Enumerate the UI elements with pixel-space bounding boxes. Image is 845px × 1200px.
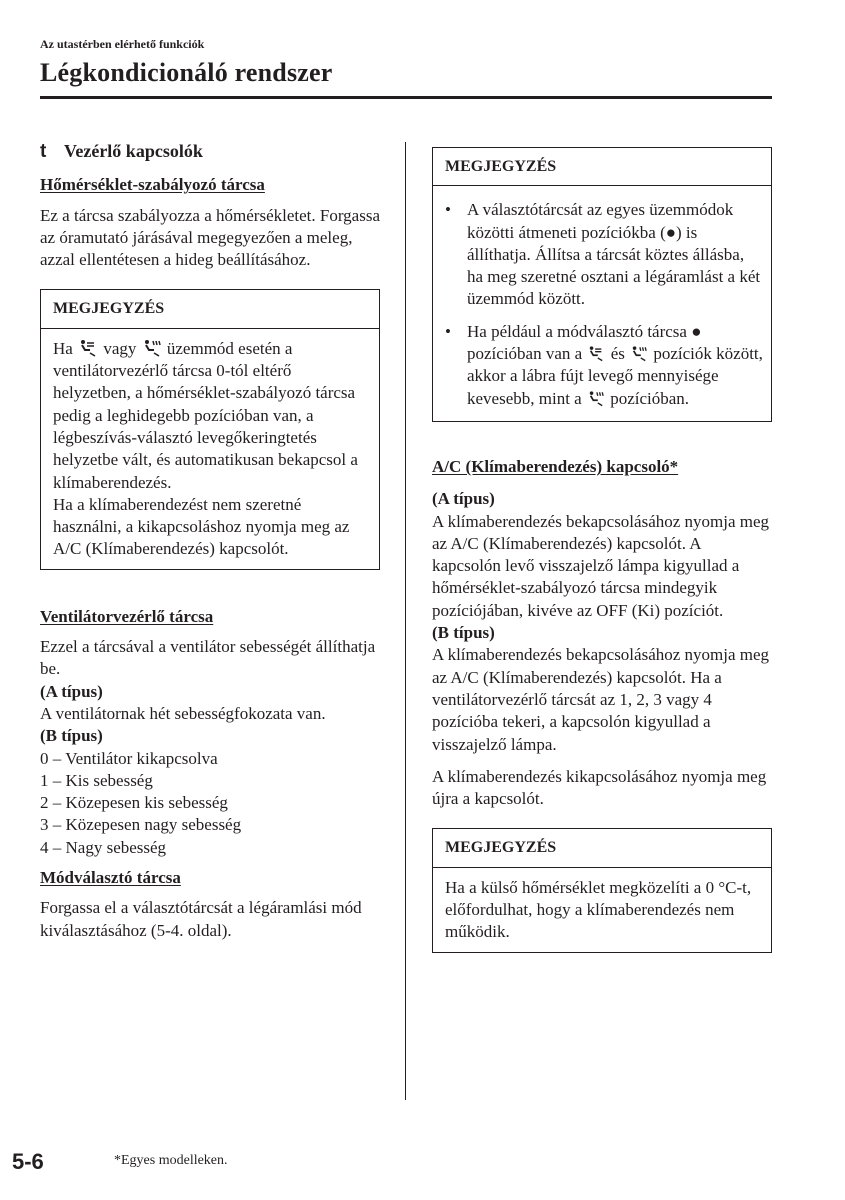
note-body: Ha a külső hőmérséklet megközelíti a 0 °C-t, előfordulhat, hogy a klímaberendezés nem működik. bbox=[445, 877, 752, 942]
mode-dial-heading: Módválasztó tárcsa bbox=[40, 868, 181, 888]
page-title: Légkondicionáló rendszer bbox=[40, 58, 333, 87]
note-list-item bbox=[433, 321, 771, 410]
bullet-icon: • bbox=[445, 200, 451, 220]
left-column bbox=[40, 140, 380, 952]
section-label: Az utastérben elérhető funkciók bbox=[40, 37, 205, 51]
note-title: MEGJEGYZÉS bbox=[41, 290, 379, 328]
note-box-2 bbox=[432, 147, 772, 422]
temp-dial-heading: Hőmérséklet-szabályozó tárcsa bbox=[40, 175, 265, 195]
note-title: MEGJEGYZÉS bbox=[433, 829, 771, 867]
page-number: 5-6 bbox=[12, 1149, 44, 1174]
note-title: MEGJEGYZÉS bbox=[433, 148, 771, 186]
note-body bbox=[433, 186, 771, 421]
type-b-label: (B típus) bbox=[432, 623, 495, 643]
fan-level-item: 2 – Közepesen kis sebesség bbox=[40, 793, 228, 813]
bullet-icon: • bbox=[445, 321, 451, 341]
ac-off-text: A klímaberendezés kikapcsolásához nyomja meg újra a kapcsolót. bbox=[432, 766, 767, 809]
ac-type-b-text: A klímaberendezés bekapcsolásához nyomja meg az A/C (Klímaberendezés) kapcsolót. Ha a ventilátorvezérlő tárcsát az 1, 2, 3 vagy 4 pozícióba tekeri, a kapcsolón kigyullad a visszajelző lámpa. bbox=[432, 645, 770, 754]
ac-type-a-text: A klímaberendezés bekapcsolásához nyomja meg az A/C (Klímaberendezés) kapcsolót. A kapcsolón levő visszajelző lámpa kigyullad a hőmérséklet-szabályozó tárcsa mindegyik pozíciójában, kivéve az OFF (Ki) pozíciót. bbox=[432, 511, 770, 620]
fan-level-item: 4 – Nagy sebesség bbox=[40, 837, 167, 857]
section-heading bbox=[40, 140, 380, 163]
note-text: és bbox=[610, 344, 625, 364]
right-column bbox=[432, 147, 772, 963]
note-paragraph bbox=[53, 338, 367, 494]
type-a-label: (A típus) bbox=[40, 681, 103, 701]
face-floor-mode-icon bbox=[588, 345, 604, 362]
title-divider bbox=[40, 96, 772, 99]
floor-defrost-mode-icon bbox=[143, 339, 161, 357]
note-paragraph: Ha a klímaberendezést nem szeretné használni, a kikapcsoláshoz nyomja meg az A/C (Klímaberendezés) kapcsolót. bbox=[53, 494, 350, 559]
type-a-label: (A típus) bbox=[432, 489, 495, 509]
note-text: A választótárcsát az egyes üzemmódok közötti átmeneti pozíciókba (●) is állíthatja. Állítsa a tárcsát köztes állásba, ha meg szeretné osztani a légáramlást a két üzemmód között. bbox=[467, 200, 761, 309]
temp-dial-text: Ez a tárcsa szabályozza a hőmérsékletet. Forgassa az óramutató járásával megegyezően a meleg, azzal ellentétesen a hideg beállításához. bbox=[40, 205, 380, 270]
fan-dial-heading: Ventilátorvezérlő tárcsa bbox=[40, 606, 214, 626]
mode-dial-text: Forgassa el a választótárcsát a légáramlási mód kiválasztásához (5-4. oldal). bbox=[40, 898, 362, 940]
note-list-item bbox=[433, 199, 771, 310]
fan-levels-list bbox=[40, 748, 380, 859]
note-box-3 bbox=[432, 828, 772, 952]
note-box-1 bbox=[40, 289, 380, 569]
section-bullet-icon: t bbox=[40, 141, 47, 162]
floor-defrost-mode-icon bbox=[588, 390, 604, 407]
footnote: *Egyes modelleken. bbox=[114, 1153, 228, 1168]
note-text: pozíciók között, akkor a lábra fújt levegő mennyisége kevesebb, mint a bbox=[467, 344, 763, 408]
fan-level-item: 3 – Közepesen nagy sebesség bbox=[40, 815, 242, 835]
fan-level-item: 0 – Ventilátor kikapcsolva bbox=[40, 748, 218, 768]
column-divider bbox=[405, 142, 406, 1100]
note-text: pozícióban. bbox=[610, 388, 690, 408]
section-heading-text: Vezérlő kapcsolók bbox=[64, 141, 203, 161]
floor-defrost-mode-icon bbox=[631, 345, 647, 362]
note-body bbox=[41, 329, 379, 569]
face-floor-mode-icon bbox=[79, 339, 97, 357]
note-list bbox=[433, 195, 771, 413]
note-text: Ha például a módválasztó tárcsa ● pozícióban van a bbox=[467, 321, 702, 364]
type-b-label: (B típus) bbox=[40, 726, 103, 746]
fan-dial-text: Ezzel a tárcsával a ventilátor sebességét állíthatja be. bbox=[40, 637, 376, 679]
ac-switch-heading: A/C (Klímaberendezés) kapcsoló* bbox=[432, 456, 679, 476]
note-text: vagy bbox=[103, 338, 137, 358]
fan-type-a-text: A ventilátornak hét sebességfokozata van. bbox=[40, 703, 326, 723]
note-text: Ha bbox=[53, 338, 73, 358]
fan-level-item: 1 – Kis sebesség bbox=[40, 770, 153, 790]
note-text: üzemmód esetén a ventilátorvezérlő tárcsa 0-tól eltérő helyzetben, a hőmérséklet-szabályozó tárcsa pedig a leghidegebb pozícióban van, a légbeszívás-választó levegőkeringtetés helyzetbe vált, és automatikusan bekapcsol a klímaberendezés. bbox=[53, 338, 358, 492]
